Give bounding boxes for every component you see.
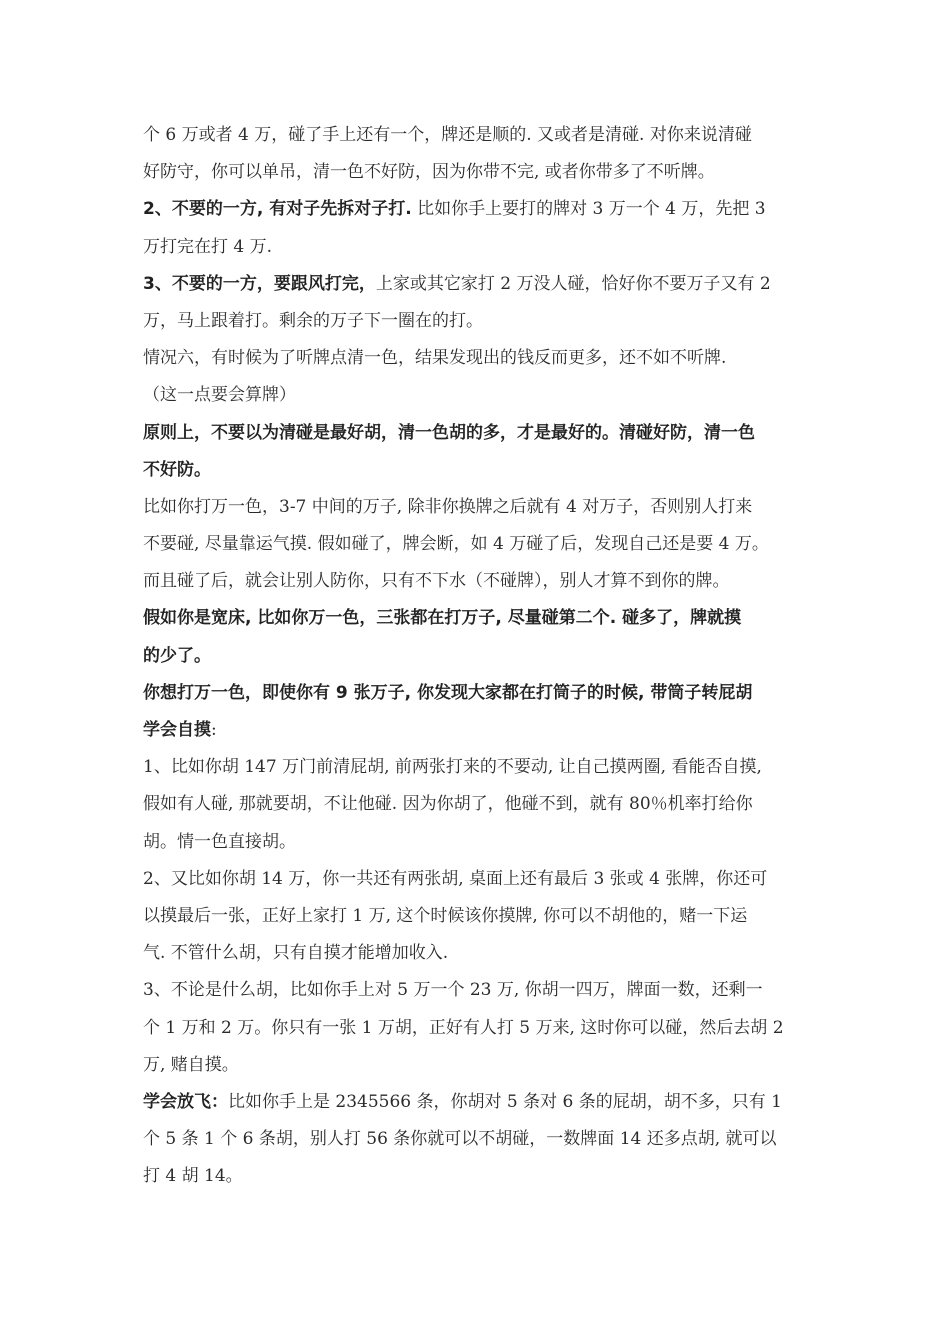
text-line [143,154,810,191]
bold-text-segment: 你想打万一色，即使你有 9 张万子, 你发现大家都在打筒子的时候, 带筒子转屁胡 [143,682,753,703]
text-segment: 万, 赌自摸。 [143,1054,239,1075]
text-line [143,415,810,452]
text-segment: 以摸最后一张，正好上家打 1 万, 这个时候该你摸牌, 你可以不胡他的，赌一下运 [143,905,748,926]
text-line [143,340,810,377]
text-line [143,972,810,1009]
text-line [143,749,810,786]
text-line [143,191,810,228]
text-segment: 情况六，有时候为了听牌点清一色，结果发现出的钱反而更多，还不如不听牌. [143,348,727,369]
text-line [143,1121,810,1158]
text-line [143,117,810,154]
text-segment: 比如你手上是 2345566 条，你胡对 5 条对 6 条的屁胡，胡不多，只有 1 [228,1091,782,1112]
text-segment: 比如你打万一色，3-7 中间的万子, 除非你换牌之后就有 4 对万子，否则别人打来 [143,496,753,517]
text-line [143,303,810,340]
text-segment: 万打完在打 4 万. [143,236,273,257]
text-segment: 2、又比如你胡 14 万，你一共还有两张胡, 桌面上还有最后 3 张或 4 张牌，你还可 [143,868,768,889]
text-line [143,824,810,861]
text-line [143,266,810,303]
text-segment: 而且碰了后，就会让别人防你，只有不下水（不碰牌），别人才算不到你的牌。 [143,571,730,592]
bold-text-segment: 学会自摸 [143,720,211,740]
bold-text-segment: 不好防。 [143,459,211,480]
text-segment: 1、比如你胡 147 万门前清屁胡, 前两张打来的不要动, 让自己摸两圈, 看能否自摸, [143,757,762,778]
text-segment: （这一点要会算牌） [143,385,296,406]
text-segment: 上家或其它家打 2 万没人碰，恰好你不要万子又有 2 [375,273,771,294]
text-line [143,861,810,898]
text-line [143,229,810,266]
text-segment: 个 1 万和 2 万。你只有一张 1 万胡，正好有人打 5 万来, 这时你可以碰，然后去胡 2 [143,1017,784,1038]
text-segment: 3、不论是什么胡，比如你手上对 5 万一个 23 万, 你胡一四万，牌面一数，还剩一 [143,980,763,1001]
bold-text-segment: 3、不要的一方，要跟风打完， [143,273,376,294]
text-segment: 胡。情一色直接胡。 [143,831,296,852]
text-line [143,377,810,414]
text-segment: 气. 不管什么胡，只有自摸才能增加收入. [143,943,449,964]
bold-text-segment: 的少了。 [143,645,211,666]
text-line [143,675,810,712]
text-segment: 假如有人碰, 那就要胡，不让他碰. 因为你胡了，他碰不到，就有 80％机率打给你 [143,794,753,815]
text-line [143,526,810,563]
bold-text-segment: 学会放飞： [143,1091,228,1112]
text-line [143,898,810,935]
text-line [143,452,810,489]
text-line [143,600,810,637]
text-line [143,1047,810,1084]
text-segment: 万，马上跟着打。剩余的万子下一圈在的打。 [143,310,483,331]
text-segment: 好防守，你可以单吊，清一色不好防，因为你带不完, 或者你带多了不听牌。 [143,162,715,183]
text-segment: 比如你手上要打的牌对 3 万一个 4 万，先把 3 [411,199,766,220]
text-segment: : [211,720,217,740]
text-line [143,786,810,823]
text-line [143,489,810,526]
text-line [143,563,810,600]
text-line [143,638,810,675]
text-line [143,712,810,749]
text-segment: 个 6 万或者 4 万，碰了手上还有一个，牌还是顺的. 又或者是清碰. 对你来说清碰 [143,125,752,145]
bold-text-segment: 2、不要的一方, 有对子先拆对子打. [143,199,412,220]
text-line [143,1158,810,1195]
text-line [143,1084,810,1121]
text-segment: 个 5 条 1 个 6 条胡，别人打 56 条你就可以不胡碰，一数牌面 14 还多点胡, 就可以 [143,1129,777,1150]
text-line [143,1010,810,1047]
text-segment: 打 4 胡 14。 [143,1166,243,1187]
bold-text-segment: 原则上，不要以为清碰是最好胡，清一色胡的多，才是最好的。清碰好防，清一色 [143,422,755,443]
document-body [143,117,810,1195]
text-line [143,935,810,972]
text-segment: 不要碰, 尽量靠运气摸. 假如碰了，牌会断，如 4 万碰了后，发现自己还是要 4 万。 [143,534,769,555]
bold-text-segment: 假如你是宽床, 比如你万一色，三张都在打万子, 尽量碰第二个. 碰多了，牌就摸 [143,608,742,629]
